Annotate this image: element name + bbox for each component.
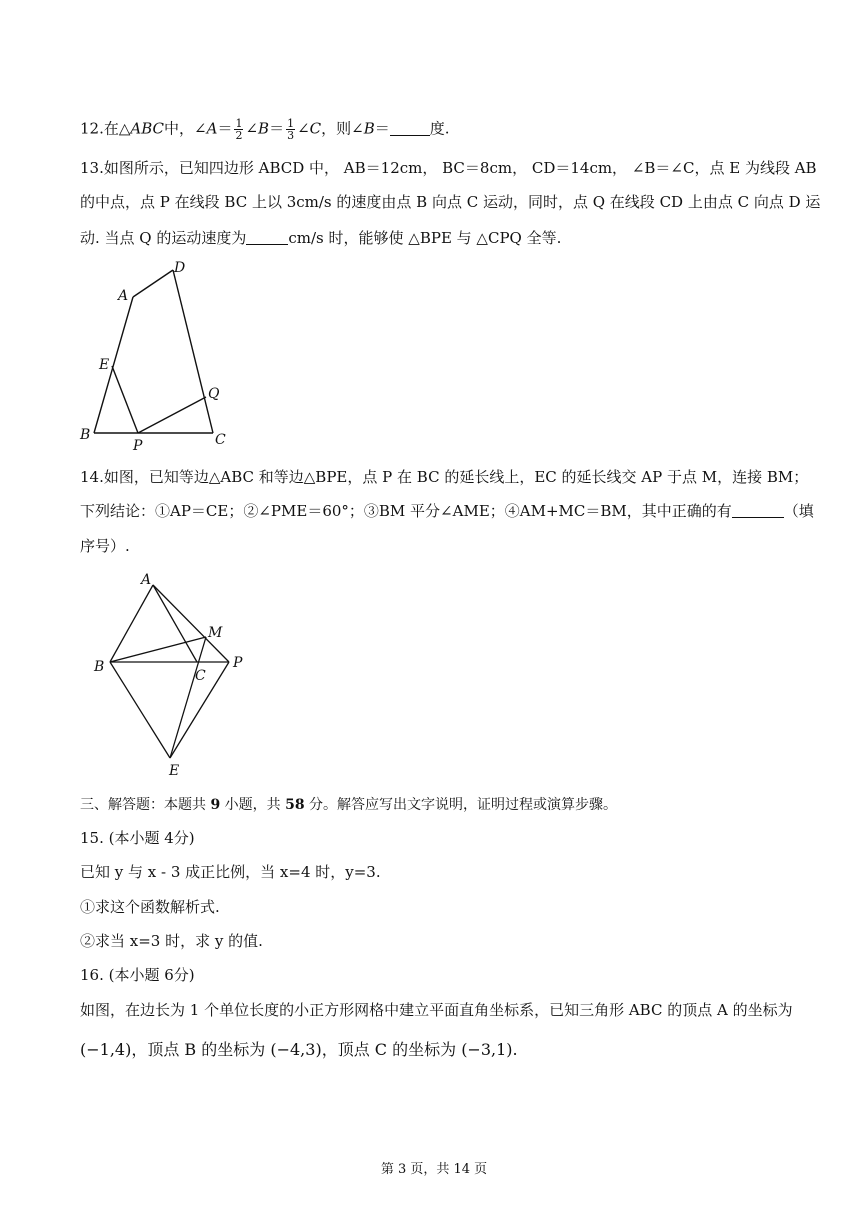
q12-answer-blank[interactable] bbox=[390, 119, 430, 136]
q12-b: B bbox=[363, 119, 375, 138]
segment-dc bbox=[173, 270, 213, 433]
label-q: Q bbox=[208, 386, 220, 402]
segment-be bbox=[110, 662, 170, 758]
q14-line-3: 序号）. bbox=[80, 537, 130, 555]
label-e: E bbox=[99, 357, 110, 373]
q12-angle-c: ∠C bbox=[297, 119, 322, 138]
figure-13 bbox=[70, 255, 250, 455]
q15-line-3: ②求当 x=3 时，求 y 的值. bbox=[80, 932, 263, 950]
label-b: B bbox=[80, 427, 91, 443]
q13-answer-blank[interactable] bbox=[246, 228, 288, 245]
label-a: A bbox=[141, 572, 152, 588]
q13-line-2: 的中点，点 P 在线段 BC 上以 3cm/s 的速度由点 B 向点 C 运动，同时，点 Q 在线段 CD 上由点 C 向点 D 运 bbox=[80, 193, 821, 211]
q14-line-2 bbox=[80, 501, 814, 521]
q12-fraction-third: $\frac{1}{3}$ bbox=[287, 117, 295, 142]
figure-14 bbox=[85, 565, 265, 785]
q13-line-3 bbox=[80, 228, 561, 248]
segment-ep bbox=[112, 366, 138, 433]
q12-eq1: ＝ bbox=[217, 119, 233, 138]
q12-zhong: 中，∠ bbox=[164, 119, 207, 138]
q16-line-1: 如图，在边长为 1 个单位长度的小正方形网格中建立平面直角坐标系，已知三角形 ABC 的顶点 A 的坐标为 bbox=[80, 1001, 793, 1019]
segment-ab bbox=[110, 585, 153, 662]
q14-answer-blank[interactable] bbox=[732, 501, 784, 518]
q14-line-2b: （填 bbox=[783, 502, 814, 520]
q14-line-2a: 下列结论：①AP＝CE；②∠PME＝60°；③BM 平分∠AME；④AM+MC＝BM，其中正确的有 bbox=[80, 502, 732, 520]
q12-triangle: ABC bbox=[130, 119, 165, 138]
q13-line-3b: cm/s 时，能够使 △BPE 与 △CPQ 全等. bbox=[288, 229, 562, 247]
label-a: A bbox=[118, 288, 129, 304]
q12-eq2: ＝ bbox=[269, 119, 285, 138]
section-3-count: 9 bbox=[210, 797, 221, 813]
segment-em bbox=[170, 637, 206, 758]
q12-fraction-half: $\frac{1}{2}$ bbox=[235, 117, 243, 142]
q13-line-1: 13.如图所示，已知四边形 ABCD 中， AB＝12cm， BC＝8cm， CD＝14cm， ∠B＝∠C，点 E 为线段 AB bbox=[80, 159, 817, 177]
segment-pq bbox=[138, 397, 206, 433]
label-c: C bbox=[195, 668, 206, 684]
segment-ad bbox=[133, 270, 173, 297]
q12-du: 度. bbox=[429, 119, 450, 138]
section-3-score: 58 bbox=[285, 797, 305, 813]
segment-bm bbox=[110, 637, 206, 662]
q12-prefix: 12.在△ bbox=[80, 119, 131, 138]
q15-line-2: ①求这个函数解析式. bbox=[80, 898, 220, 916]
label-c: C bbox=[215, 432, 226, 448]
q12-a: A bbox=[206, 119, 218, 138]
q12-ze: ，则∠ bbox=[321, 119, 364, 138]
page-footer: 第 3 页，共 14 页 bbox=[380, 1162, 488, 1177]
q16-line-2: (−1,4)，顶点 B 的坐标为 (−4,3)，顶点 C 的坐标为 (−3,1). bbox=[80, 1040, 518, 1059]
q12-eq3: ＝ bbox=[374, 119, 390, 138]
label-m: M bbox=[208, 625, 223, 641]
q14-line-1: 14.如图，已知等边△ABC 和等边△BPE，点 P 在 BC 的延长线上，EC 的延长线交 AP 于点 M，连接 BM； bbox=[80, 468, 809, 486]
q12-angle-b: ∠B bbox=[245, 119, 270, 138]
label-d: D bbox=[174, 260, 186, 276]
q13-line-3a: 动. 当点 Q 的运动速度为 bbox=[80, 229, 247, 247]
section-3-header: 三、解答题：本题共 9 小题，共 58 分。解答应写出文字说明，证明过程或演算步骤。 bbox=[80, 797, 618, 813]
q15-head: 15. (本小题 4分) bbox=[80, 829, 195, 847]
label-p: P bbox=[133, 438, 143, 454]
q16-head: 16. (本小题 6分) bbox=[80, 966, 195, 984]
label-p: P bbox=[233, 655, 243, 671]
q15-line-1: 已知 y 与 x - 3 成正比例，当 x=4 时，y=3. bbox=[80, 863, 381, 881]
label-e: E bbox=[169, 763, 180, 779]
label-b: B bbox=[94, 659, 105, 675]
question-12 bbox=[80, 118, 450, 141]
